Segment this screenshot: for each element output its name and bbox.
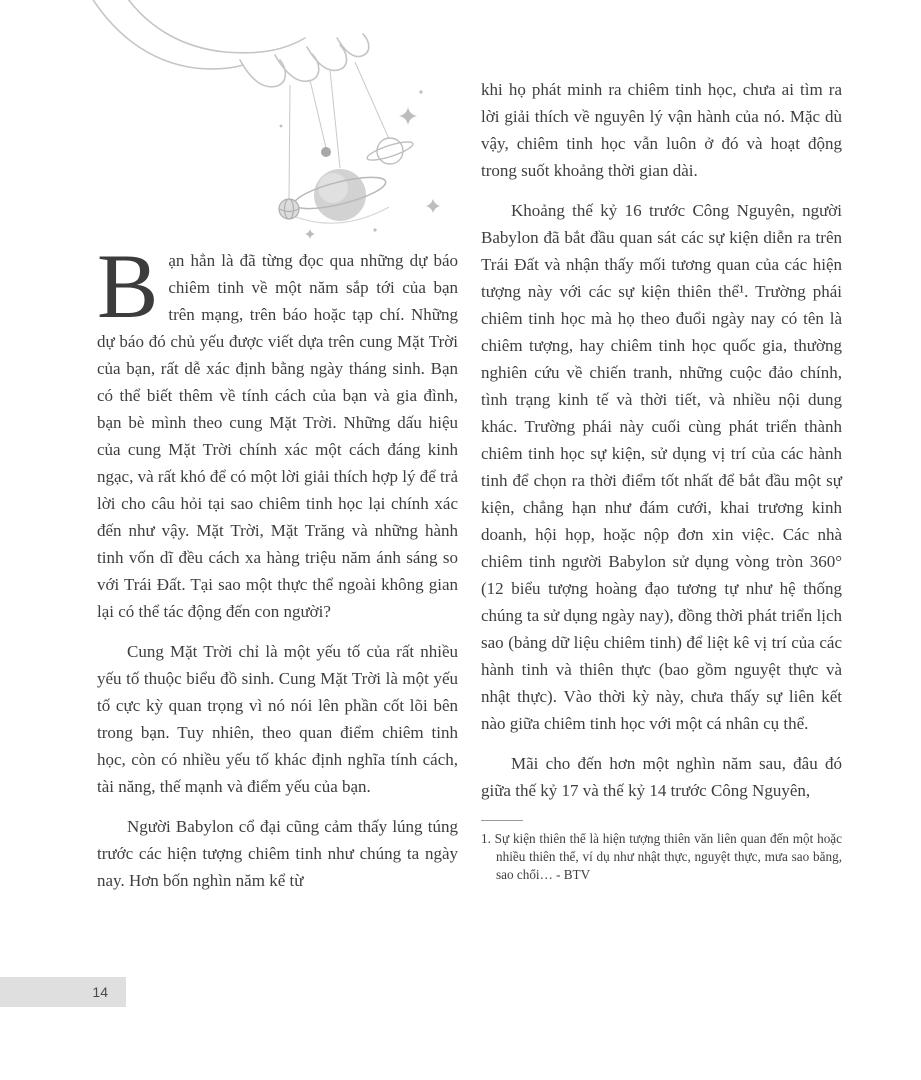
small-planet-icon	[321, 147, 331, 157]
paragraph-text: ạn hẳn là đã từng đọc qua những dự báo chiêm tinh về một năm sắp tới của bạn trên mạng, trên báo hoặc tạp chí. Những dự báo đó chủ yếu được viết dựa trên cung Mặt Trời của bạn, rất dễ xác định bằng ngày tháng sinh. Bạn có thể biết thêm về tính cách của bạn và gia đình, bạn bè mình theo cung Mặt Trời. Những dấu hiệu của cung Mặt Trời chính xác một cách đáng kinh ngạc, và rất khó để có một lời giải thích hợp lý để trả lời cho câu hỏi tại sao chiêm tinh học lại chính xác đến như vậy. Mặt Trời, Mặt Trăng và những hành tinh vốn dĩ đều cách xa hàng triệu năm ánh sáng so với Trái Đất. Tại sao một thực thể ngoài không gian lại có thể tác động đến con người?	[97, 251, 458, 621]
hand-planets-illustration	[55, 0, 455, 255]
paragraph	[97, 235, 458, 625]
footnote-block	[481, 820, 842, 884]
paragraph: Cung Mặt Trời chỉ là một yếu tố của rất nhiều yếu tố thuộc biểu đồ sinh. Cung Mặt Trời là một yếu tố cực kỳ quan trọng vì nó nói lên phần cốt lõi bên trong bạn. Tuy nhiên, theo quan điểm chiêm tinh học, còn có nhiều yếu tố khác định nghĩa tính cách, tài năng, thế mạnh và điểm yếu của bạn.	[97, 642, 458, 796]
hand-icon	[90, 0, 369, 87]
footnote-text: 1. Sự kiện thiên thể là hiện tượng thiên văn liên quan đến một hoặc nhiều thiên thể, ví dụ như nhật thực, nguyệt thực, mưa sao băng, sao chổi… - BTV	[481, 831, 842, 882]
left-column	[97, 235, 458, 907]
earth-icon	[279, 199, 299, 219]
drop-cap: B	[97, 235, 159, 337]
right-column	[481, 76, 842, 884]
saturn-icon	[292, 169, 389, 223]
footnote-rule	[481, 820, 523, 821]
paragraph: Mãi cho đến hơn một nghìn năm sau, đâu đó giữa thế kỷ 17 và thế kỷ 14 trước Công Nguyên,	[481, 754, 842, 800]
paragraph: Người Babylon cổ đại cũng cảm thấy lúng túng trước các hiện tượng chiêm tinh như chúng ta ngày nay. Hơn bốn nghìn năm kể từ	[97, 817, 458, 890]
sparkle-stars	[280, 90, 440, 239]
ringed-planet-icon	[365, 138, 414, 164]
page-number: 14	[92, 984, 108, 1000]
paragraph: khi họ phát minh ra chiêm tinh học, chưa ai tìm ra lời giải thích về nguyên lý vận hành của nó. Mặc dù vậy, chiêm tinh học vẫn luôn ở đó và hoạt động trong suốt khoảng thời gian dài.	[481, 80, 842, 180]
paragraph: Khoảng thế kỷ 16 trước Công Nguyên, người Babylon đã bắt đầu quan sát các sự kiện diễn ra trên Trái Đất và nhận thấy mối tương quan của các hiện tượng này với các sự kiện thiên thể¹. Trường phái chiêm tinh học mà họ theo đuổi ngày nay có tên là chiêm tượng, hay chiêm tinh học quốc gia, thường nghiên cứu về chiến tranh, những cuộc đảo chính, tình trạng kinh tế và thời tiết, và nhiều nội dung khác. Trường phái này cuối cùng phát triển thành chiêm tinh học sự kiện, sử dụng vị trí của các hành tinh để chọn ra thời điểm tốt nhất để bắt đầu một sự kiện, chẳng hạn như đám cưới, khai trương kinh doanh, hội họp, hoặc nộp đơn xin việc. Các nhà chiêm tinh người Babylon sử dụng vòng tròn 360° (12 biểu tượng hoàng đạo tương tự như hệ thống chúng ta sử dụng ngày nay), đồng thời phát triển lịch sao (bảng dữ liệu chiêm tinh) để liệt kê vị trí của các hành tinh và thiên thực (bao gồm nguyệt thực và nhật thực). Vào thời kỳ này, chưa thấy sự liên kết nào giữa chiêm tinh học với một cá nhân cụ thể.	[481, 201, 842, 733]
page-number-bar	[0, 977, 126, 1007]
